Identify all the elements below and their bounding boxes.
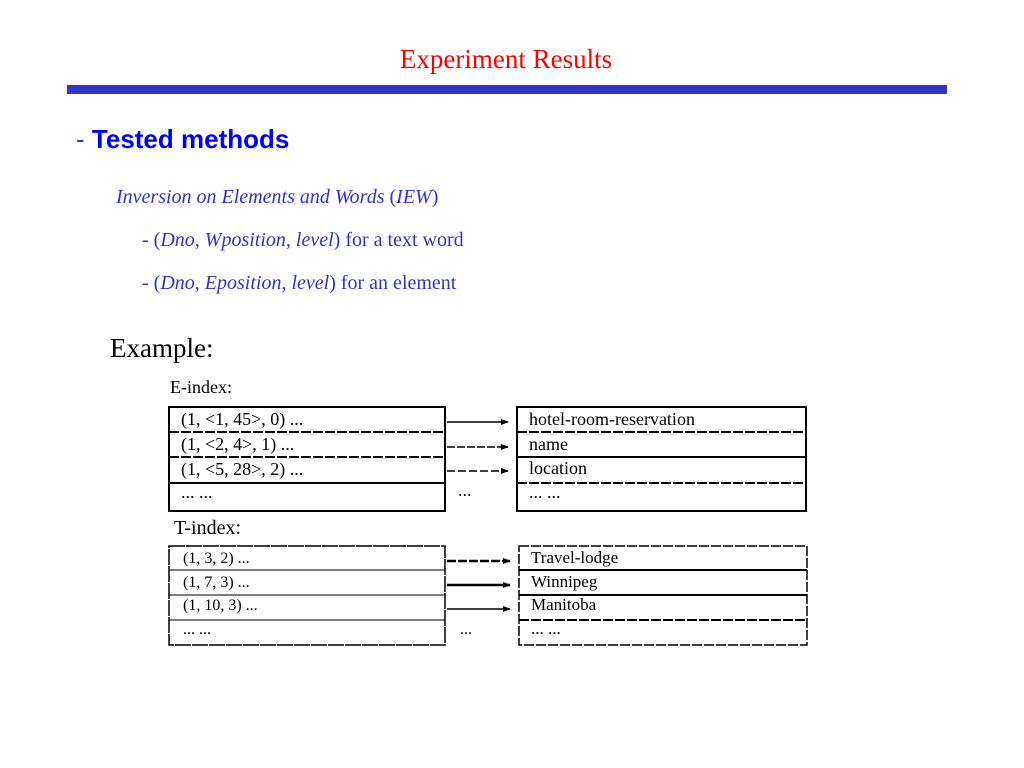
example-label: Example: [110, 333, 214, 363]
e-index-label: E-index: [170, 377, 232, 397]
method-close: ) [431, 186, 439, 208]
e-left-row: ... ... [181, 482, 213, 502]
t-right-row: ... ... [531, 619, 561, 638]
bullet-var-level: level [295, 229, 334, 251]
bullet-suffix: ) for an element [329, 272, 457, 294]
method-open: ( [384, 186, 397, 208]
heading-text: Tested methods [91, 124, 290, 154]
method-name: Inversion on Elements and Words [116, 186, 385, 208]
heading-dash: - [76, 124, 85, 154]
bullet-var-eposition: Eposition [204, 272, 282, 294]
bullet-sep: , [194, 272, 205, 294]
t-index-label: T-index: [174, 517, 242, 539]
bullet-sep: , [281, 272, 292, 294]
bullet-var-level: level [291, 272, 330, 294]
bullet-prefix: - ( [142, 229, 161, 251]
e-right-row: ... ... [529, 482, 561, 502]
bullet-prefix: - ( [142, 272, 161, 294]
t-right-row: Travel-lodge [531, 548, 619, 567]
t-left-row: ... ... [183, 621, 211, 638]
e-right-row: location [529, 458, 587, 478]
e-middle-ellipsis: ... [458, 480, 472, 500]
bullet-suffix: ) for a text word [333, 229, 464, 251]
e-left-row: (1, <5, 28>, 2) ... [181, 459, 304, 479]
method-abbr: IEW [396, 186, 432, 208]
bullet-var-dno: Dno [160, 229, 195, 251]
bullet-var-wposition: Wposition [204, 229, 286, 251]
bullet-var-dno: Dno [160, 272, 195, 294]
e-left-row: (1, <1, 45>, 0) ... [181, 409, 304, 429]
t-right-row: Winnipeg [531, 572, 598, 591]
e-left-row: (1, <2, 4>, 1) ... [181, 434, 295, 454]
e-right-row: hotel-room-reservation [529, 409, 695, 429]
t-left-row: (1, 7, 3) ... [183, 574, 250, 591]
bullet-sep: , [194, 229, 205, 251]
t-left-row: (1, 3, 2) ... [183, 550, 250, 567]
t-middle-ellipsis: ... [460, 621, 472, 638]
e-right-row: name [529, 434, 568, 454]
slide-title: Experiment Results [399, 44, 613, 74]
t-left-row: (1, 10, 3) ... [183, 597, 258, 614]
bullet-sep: , [285, 229, 296, 251]
t-right-row: Manitoba [531, 595, 597, 614]
